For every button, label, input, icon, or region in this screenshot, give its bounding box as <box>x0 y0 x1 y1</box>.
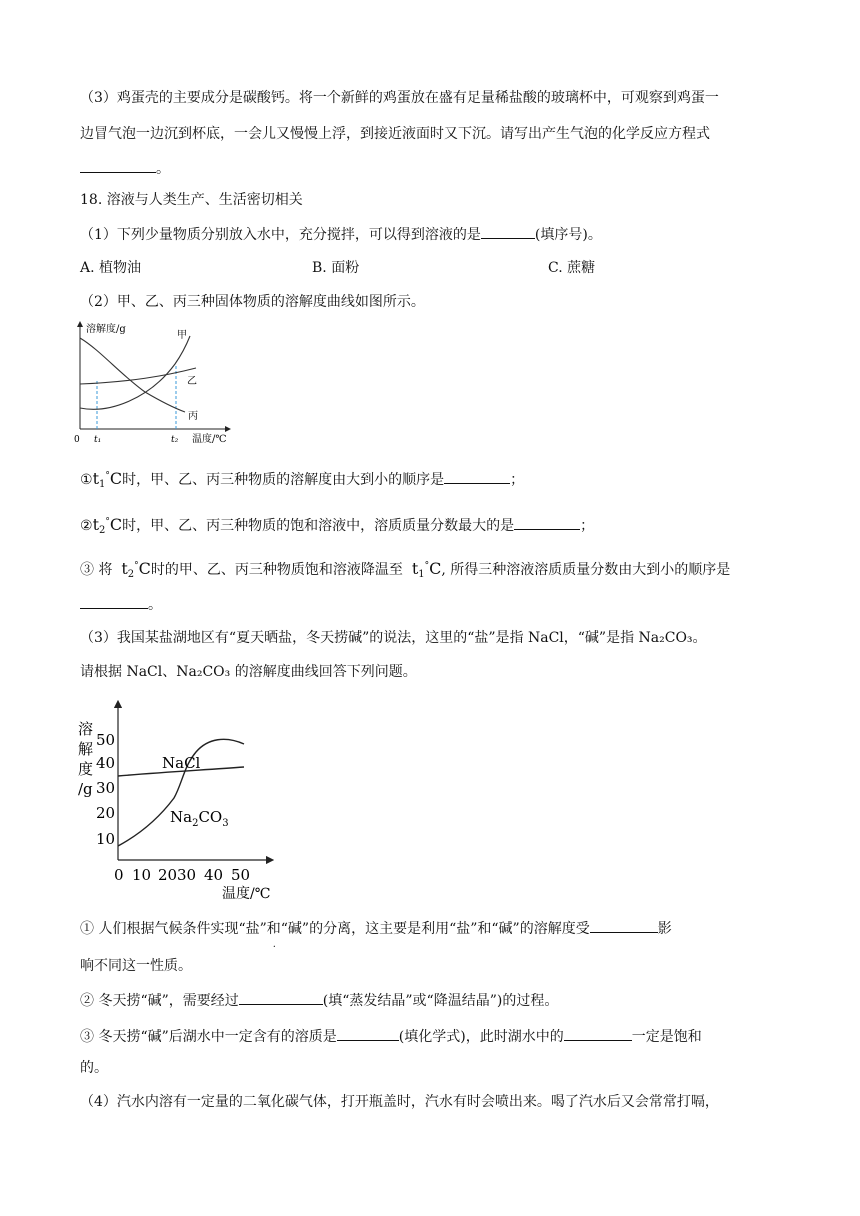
y-axis-label <box>78 720 93 798</box>
y-tick-20: 20 <box>96 804 116 822</box>
x-tick-labels <box>114 866 250 884</box>
label-jia: 甲 <box>177 330 187 341</box>
label-bing: 丙 <box>188 411 198 422</box>
y-label-char-3: 度 <box>78 760 94 778</box>
solubility-chart-2 <box>74 696 284 902</box>
y-tick-50: 50 <box>96 731 116 749</box>
answer-blank[interactable] <box>590 918 658 933</box>
q18-part2: （2）甲、乙、丙三种固体物质的溶解度曲线如图所示。 <box>80 294 425 310</box>
y-axis-label: 溶解度/g <box>86 324 126 335</box>
option-c: C. 蔗糖 <box>548 260 596 276</box>
origin-label: 0 <box>74 435 80 445</box>
y-label-char-1: 溶 <box>78 720 94 738</box>
q18-part1: （1）下列少量物质分别放入水中，充分搅拌，可以得到溶液的是 (填序号)。 <box>80 224 602 245</box>
x-axis-label: 温度/℃ <box>222 886 271 902</box>
q17-part3-line1: （3）鸡蛋壳的主要成分是碳酸钙。将一个新鲜的鸡蛋放在盛有足量稀盐酸的玻璃杯中，可观察到鸡蛋一 <box>80 90 719 106</box>
q18-part3-line2: 请根据 NaCl、Na₂CO₃ 的溶解度曲线回答下列问题。 <box>80 664 417 680</box>
q17-part3-line3: 。 <box>80 158 170 179</box>
curve-bing <box>80 338 185 412</box>
answer-blank[interactable] <box>481 224 535 239</box>
t1-tick-label: t₁ <box>94 435 102 445</box>
q18-3-sub2: ② 冬天捞“碱”，需要经过 (填“蒸发结晶”或“降温结晶”)的过程。 <box>80 990 558 1011</box>
label-na2co3: $Na_2CO_3$ <box>170 808 229 829</box>
option-b: B. 面粉 <box>312 260 360 276</box>
y-label-char-4: /g <box>78 780 93 798</box>
q17-part3-line2: 边冒气泡一边沉到杯底，一会儿又慢慢上浮，到接近液面时又下沉。请写出产生气泡的化学反应方程式 <box>80 126 710 142</box>
emphasis-he: 和 . <box>266 921 281 950</box>
x-tick-0: 0 <box>114 866 124 884</box>
answer-blank[interactable] <box>514 515 580 530</box>
q18-3-sub3-cont: 的。 <box>80 1060 108 1076</box>
answer-blank[interactable] <box>239 990 323 1005</box>
y-tick-10: 10 <box>96 830 116 848</box>
q18-2-sub1: $①t_1^\circ C$时，甲、乙、丙三种物质的溶解度由大到小的顺序是 ； <box>80 469 525 490</box>
label-yi: 乙 <box>187 376 197 387</box>
q18-2-sub2: $②t_2^\circ C$时，甲、乙、丙三种物质的饱和溶液中，溶质质量分数最大的是 ； <box>80 515 595 536</box>
answer-blank[interactable] <box>337 1026 399 1041</box>
answer-blank[interactable] <box>564 1026 632 1041</box>
x-tick-30: 30 <box>177 866 197 884</box>
option-a: A. 植物油 <box>80 260 142 276</box>
y-tick-30: 30 <box>96 779 116 797</box>
answer-blank[interactable] <box>80 594 148 609</box>
x-tick-50: 50 <box>231 866 251 884</box>
y-label-char-2: 解 <box>78 740 94 758</box>
y-tick-labels <box>96 731 115 848</box>
q18-part3-line1: （3）我国某盐湖地区有“夏天晒盐，冬天捞碱”的说法，这里的“盐”是指 NaCl，“碱”是指 Na₂CO₃。 <box>80 630 707 646</box>
x-axis-label: 温度/℃ <box>192 434 227 445</box>
y-tick-40: 40 <box>96 754 116 772</box>
q18-part4-line1: （4）汽水内溶有一定量的二氧化碳气体，打开瓶盖时，汽水有时会喷出来。喝了汽水后又会常常打嗝， <box>80 1094 719 1110</box>
q18-3-sub1-cont: 响不同这一性质。 <box>80 958 192 974</box>
label-nacl: NaCl <box>162 754 201 772</box>
t2-tick-label: t₂ <box>171 435 179 445</box>
solubility-chart-1 <box>70 318 250 450</box>
answer-blank[interactable] <box>444 469 510 484</box>
q18-3-sub3: ③ 冬天捞“碱”后湖水中一定含有的溶质是 (填化学式)，此时湖水中的 一定是饱和 <box>80 1026 702 1047</box>
q18-2-sub3: ③ 将 $t_2^\circ C$时的甲、乙、丙三种物质饱和溶液降温至 $t_1^\circ C$, 所得三种溶液溶质质量分数由大到小的顺序是 <box>80 559 731 580</box>
q18-2-sub3-cont: 。 <box>80 594 162 615</box>
x-tick-10: 10 <box>132 866 152 884</box>
x-tick-40: 40 <box>204 866 224 884</box>
q18-3-sub1: ① 人们根据气候条件实现“盐”和 . “碱”的分离，这主要是利用“盐”和“碱”的溶解度受 影 <box>80 918 672 939</box>
x-tick-20: 20 <box>158 866 178 884</box>
q18-title: 18. 溶液与人类生产、生活密切相关 <box>80 192 303 208</box>
answer-blank[interactable] <box>80 158 156 173</box>
